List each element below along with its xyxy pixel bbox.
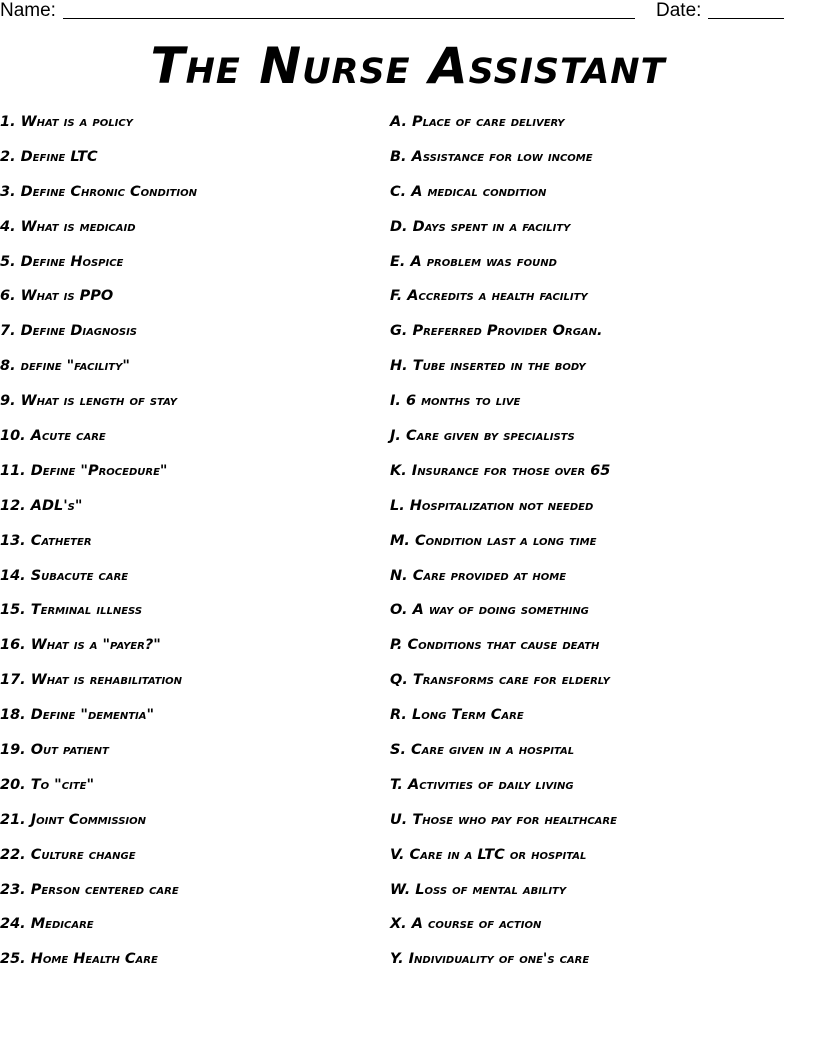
question-item: 16. What is a "payer?" bbox=[0, 637, 161, 654]
question-item: 20. To "cite" bbox=[0, 776, 94, 793]
worksheet-title: The Nurse Assistant bbox=[150, 37, 666, 95]
answer-item: A. Place of care delivery bbox=[390, 114, 565, 130]
answer-item: W. Loss of mental ability bbox=[390, 881, 567, 898]
answer-item: F. Accredits a health facility bbox=[390, 288, 588, 305]
answer-item: Q. Transforms care for elderly bbox=[390, 672, 610, 689]
answer-item: O. A way of doing something bbox=[390, 602, 589, 619]
answer-item: T. Activities of daily living bbox=[390, 776, 574, 793]
question-item: 3. Define Chronic Condition bbox=[0, 183, 197, 200]
answer-item: Y. Individuality of one's care bbox=[390, 951, 590, 968]
question-item: 12. ADL's" bbox=[0, 497, 83, 514]
question-item: 17. What is rehabilitation bbox=[0, 672, 183, 689]
answer-item: D. Days spent in a facility bbox=[390, 218, 571, 235]
question-item: 5. Define Hospice bbox=[0, 253, 124, 270]
worksheet-header bbox=[0, 0, 816, 26]
question-item: 13. Catheter bbox=[0, 532, 92, 549]
questions-column bbox=[0, 110, 380, 982]
answer-item: K. Insurance for those over 65 bbox=[390, 462, 611, 479]
question-item: 18. Define "dementia" bbox=[0, 707, 155, 724]
question-item: 22. Culture change bbox=[0, 846, 136, 863]
name-blank-line bbox=[63, 18, 635, 19]
answers-column bbox=[390, 110, 810, 982]
answer-item: M. Condition last a long time bbox=[390, 532, 597, 549]
question-item: 1. What is a policy bbox=[0, 114, 133, 130]
answer-item: I. 6 months to live bbox=[390, 393, 521, 410]
question-item: 6. What is PPO bbox=[0, 288, 114, 305]
question-item: 24. Medicare bbox=[0, 916, 94, 933]
answer-item: U. Those who pay for healthcare bbox=[390, 811, 617, 828]
answer-item: P. Conditions that cause death bbox=[390, 637, 600, 654]
answer-item: B. Assistance for low income bbox=[390, 148, 593, 165]
answer-item: X. A course of action bbox=[390, 916, 542, 933]
answer-item: R. Long Term Care bbox=[390, 707, 524, 724]
question-item: 9. What is length of stay bbox=[0, 393, 177, 410]
question-item: 19. Out patient bbox=[0, 742, 109, 759]
question-item: 14. Subacute care bbox=[0, 567, 129, 584]
question-item: 10. Acute care bbox=[0, 428, 106, 445]
date-blank-line bbox=[708, 18, 784, 19]
answer-item: L. Hospitalization not needed bbox=[390, 497, 594, 514]
question-item: 2. Define LTC bbox=[0, 148, 98, 165]
answer-item: H. Tube inserted in the body bbox=[390, 358, 586, 375]
answer-item: G. Preferred Provider Organ. bbox=[390, 323, 603, 340]
answer-item: V. Care in a LTC or hospital bbox=[390, 846, 587, 863]
answer-item: J. Care given by specialists bbox=[390, 428, 575, 445]
question-item: 21. Joint Commission bbox=[0, 811, 146, 828]
name-label: Name: bbox=[0, 0, 56, 21]
question-item: 11. Define "Procedure" bbox=[0, 462, 168, 479]
answer-item: S. Care given in a hospital bbox=[390, 742, 575, 759]
question-item: 7. Define Diagnosis bbox=[0, 323, 138, 340]
question-item: 15. Terminal illness bbox=[0, 602, 143, 619]
question-item: 23. Person centered care bbox=[0, 881, 179, 898]
answer-item: N. Care provided at home bbox=[390, 567, 567, 584]
answer-item: E. A problem was found bbox=[390, 253, 557, 270]
question-item: 4. What is medicaid bbox=[0, 218, 136, 235]
answer-item: C. A medical condition bbox=[390, 183, 547, 200]
date-label: Date: bbox=[656, 0, 702, 21]
question-item: 8. define "facility" bbox=[0, 358, 130, 375]
question-item: 25. Home Health Care bbox=[0, 951, 158, 968]
